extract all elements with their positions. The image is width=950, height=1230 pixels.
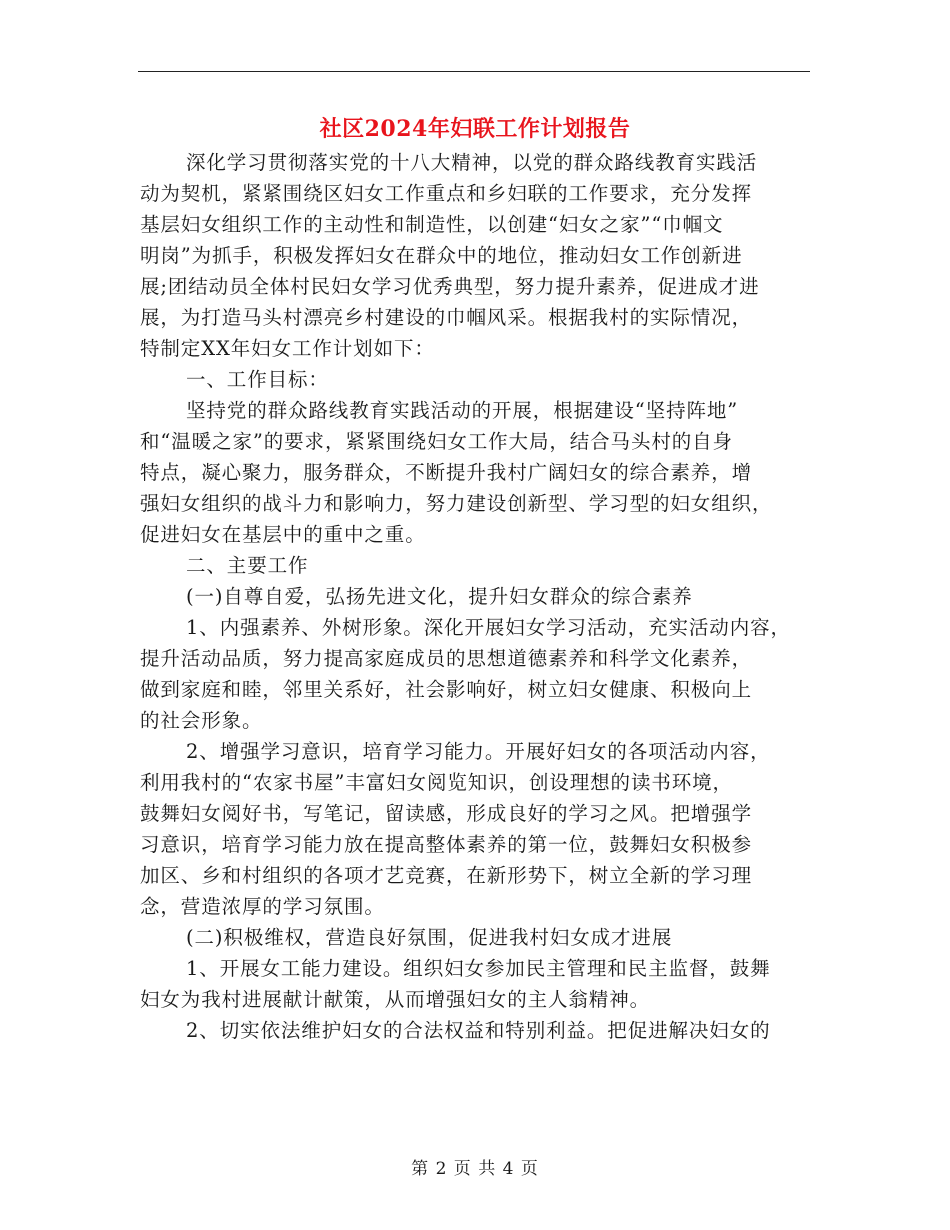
body-text-line: 二、主要工作 (186, 554, 309, 577)
body-text-line: 念，营造浓厚的学习氛围。 (140, 895, 385, 918)
body-text-line: 展;团结动员全体村民妇女学习优秀典型，努力提升素养，促进成才进 (140, 275, 760, 298)
body-text-line: 特点，凝心聚力，服务群众，不断提升我村广阔妇女的综合素养，增 (140, 461, 753, 484)
document-title: 社区2024年妇联工作计划报告 (319, 116, 631, 142)
body-text-line: 利用我村的“农家书屋”丰富妇女阅览知识，创设理想的读书环境， (140, 771, 733, 794)
body-text-line: 展，为打造马头村漂亮乡村建设的巾帼风采。根据我村的实际情况， (140, 306, 753, 329)
body-text-line: 2、增强学习意识，培育学习能力。开展好妇女的各项活动内容， (186, 740, 771, 763)
body-text-line: 深化学习贯彻落实党的十八大精神，以党的群众路线教育实践活 (186, 151, 758, 174)
body-text-line: 坚持党的群众路线教育实践活动的开展，根据建设“坚持阵地” (186, 399, 739, 422)
body-text-line: 基层妇女组织工作的主动性和制造性，以创建“妇女之家”“巾帼文 (140, 213, 724, 236)
body-text-line: 提升活动品质，努力提高家庭成员的思想道德素养和科学文化素养， (140, 647, 753, 670)
body-text-line: 动为契机，紧紧围绕区妇女工作重点和乡妇联的工作要求，充分发挥 (140, 182, 753, 205)
body-text-line: (二)积极维权，营造良好氛围，促进我村妇女成才进展 (186, 926, 673, 949)
page-number-footer: 第 2 页 共 4 页 (411, 1159, 539, 1179)
body-text-line: 妇女为我村进展献计献策，从而增强妇女的主人翁精神。 (140, 988, 651, 1011)
body-text-line: 1、内强素养、外树形象。深化开展妇女学习活动，充实活动内容， (186, 616, 791, 639)
body-text-line: 2、切实依法维护妇女的合法权益和特别利益。把促进解决妇女的 (186, 1019, 771, 1042)
body-text-line: 促进妇女在基层中的重中之重。 (140, 523, 426, 546)
body-text-line: 明岗”为抓手，积极发挥妇女在群众中的地位，推动妇女工作创新进 (140, 244, 743, 267)
body-text-line: 的社会形象。 (140, 709, 263, 732)
body-text-line: 加区、乡和村组织的各项才艺竞赛，在新形势下，树立全新的学习理 (140, 864, 753, 887)
body-text-line: 习意识，培育学习能力放在提高整体素养的第一位，鼓舞妇女积极参 (140, 833, 753, 856)
body-text-line: 强妇女组织的战斗力和影响力，努力建设创新型、学习型的妇女组织， (140, 492, 773, 515)
body-text-line: 1、开展女工能力建设。组织妇女参加民主管理和民主监督，鼓舞 (186, 957, 771, 980)
body-text-line: 特制定XX年妇女工作计划如下： (140, 337, 435, 360)
body-text-line: 一、工作目标： (186, 368, 329, 391)
body-text-line: 做到家庭和睦，邻里关系好，社会影响好，树立妇女健康、积极向上 (140, 678, 753, 701)
body-text-line: 和“温暖之家”的要求，紧紧围绕妇女工作大局，结合马头村的自身 (140, 430, 733, 453)
header-rule (138, 71, 810, 72)
document-body (140, 147, 810, 1046)
body-text-line: 鼓舞妇女阅好书，写笔记，留读感，形成良好的学习之风。把增强学 (140, 802, 753, 825)
body-text-line: (一)自尊自爱，弘扬先进文化，提升妇女群众的综合素养 (186, 585, 693, 608)
